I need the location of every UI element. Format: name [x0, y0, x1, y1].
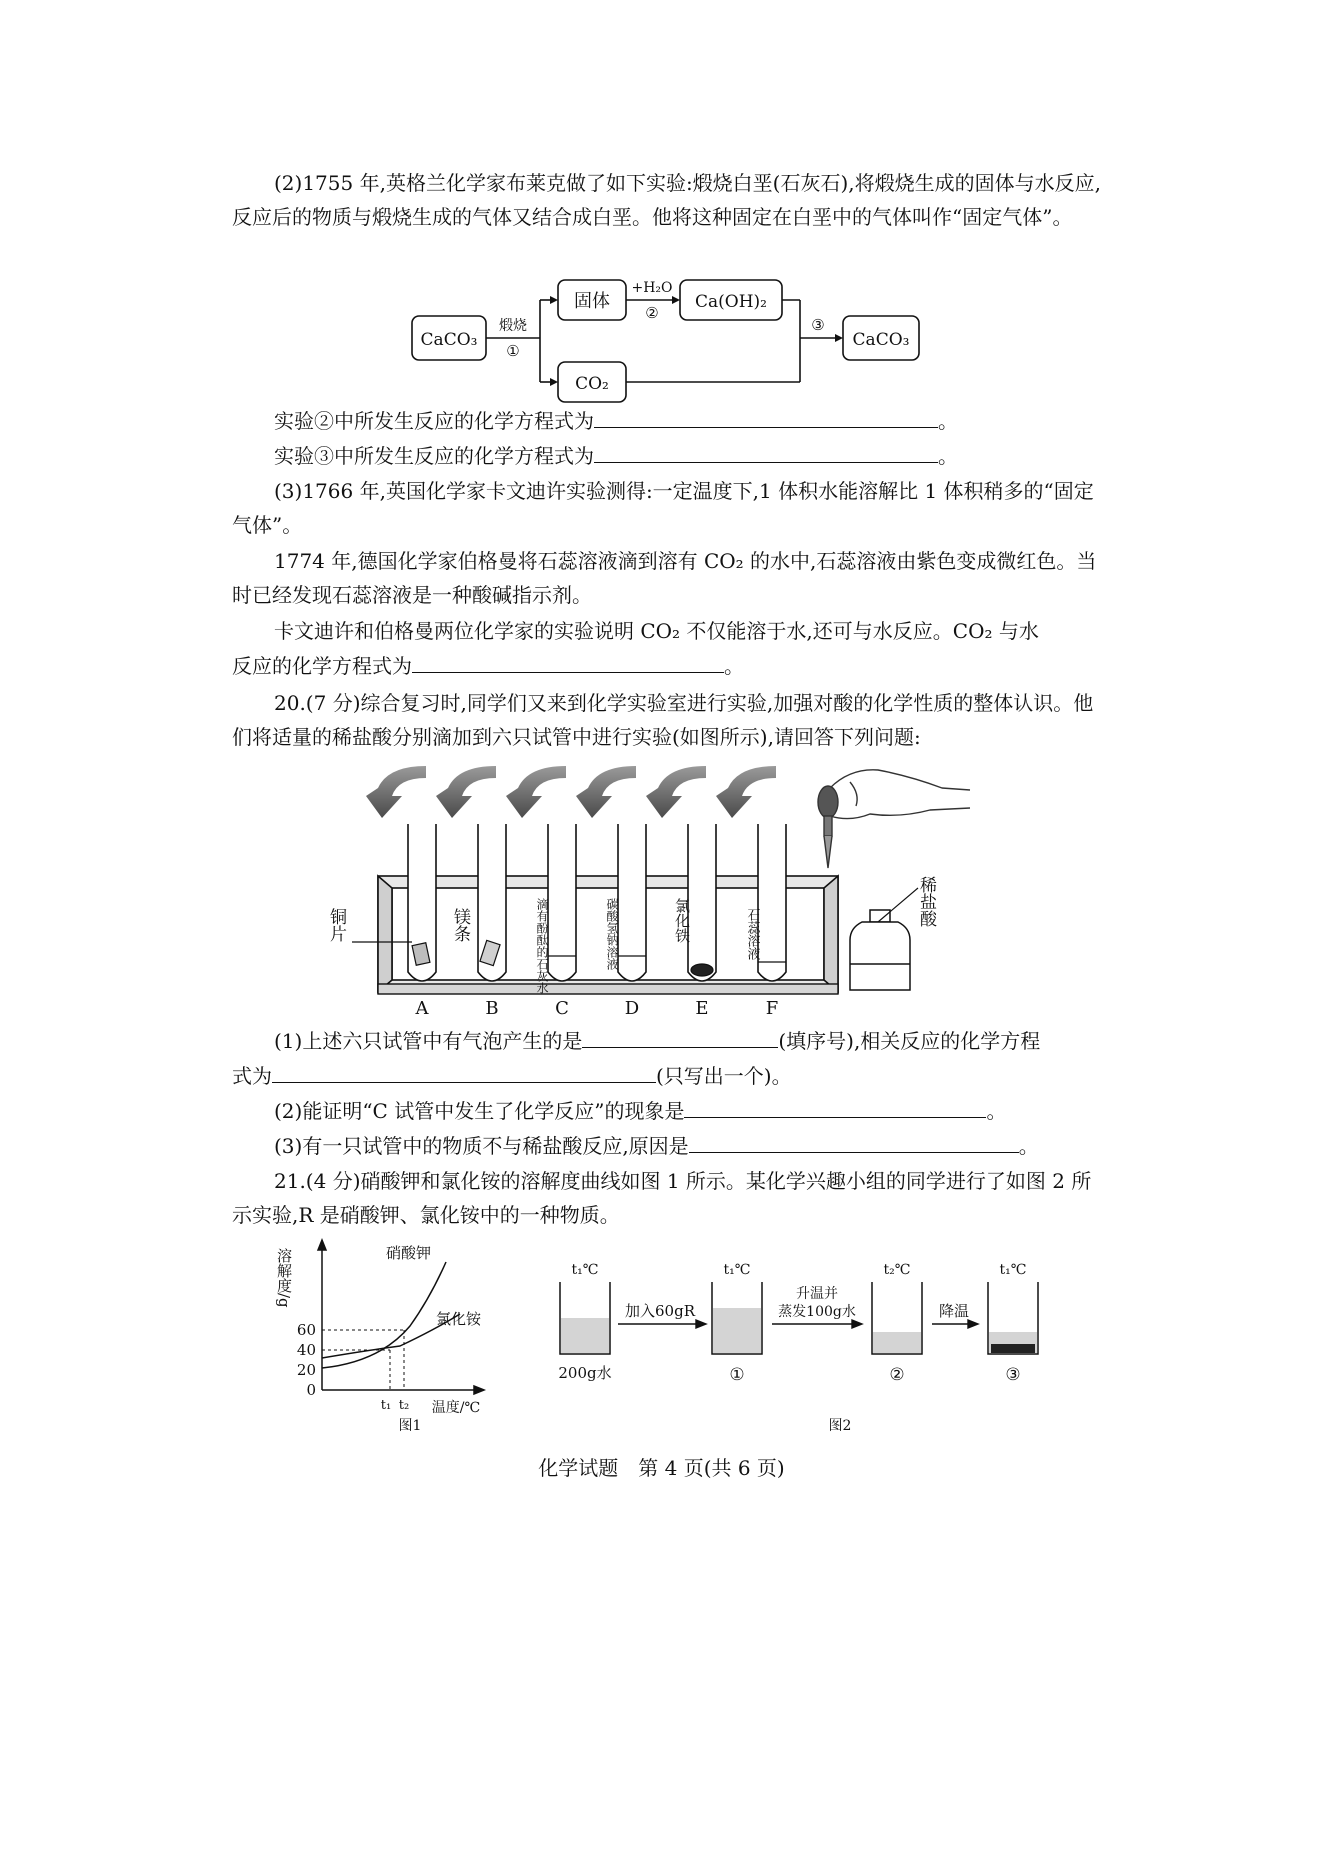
flow-start: CaCO₃ [420, 330, 478, 350]
fig1-caption: 图1 [398, 1418, 422, 1434]
label-nahco3: 碳酸氢钠溶液 [605, 898, 619, 970]
ytick-40: 40 [296, 1341, 316, 1359]
label-dilute-hcl: 稀盐酸 [916, 876, 936, 927]
label-magnesium: 镁条 [450, 908, 470, 942]
water-amount: 200g水 [558, 1364, 612, 1382]
curve-potassium-nitrate [322, 1262, 446, 1368]
solubility-curve-figure [270, 1234, 530, 1434]
reagent-bottle-icon [850, 888, 918, 990]
flow-step2-label: +H₂O [631, 280, 673, 296]
flow-end: CaCO₃ [852, 330, 910, 350]
part3-paragraph1: (3)1766 年,英国化学家卡文迪许实验测得:一定温度下,1 体积水能溶解比 1 体积稍多的“固定气体”。 [232, 479, 1094, 537]
answer-blank[interactable] [272, 1060, 656, 1083]
q21-intro: 21.(4 分)硝酸钾和氯化铵的溶解度曲线如图 1 所示。某化学兴趣小组的同学进行了如图 2 所示实验,R 是硝酸钾、氯化铵中的一种物质。 [232, 1169, 1092, 1227]
step-cool: 降温 [938, 1302, 970, 1320]
step-heat-2: 蒸发100g水 [778, 1304, 856, 1320]
label-litmus: 石蕊溶液 [744, 908, 760, 960]
tube-letter-a: A [415, 998, 429, 1019]
beaker-num-3: ③ [1005, 1365, 1021, 1385]
q20-part3: (3)有一只试管中的物质不与稀盐酸反应,原因是 。 [274, 1129, 1039, 1163]
tube-letter-b: B [485, 998, 499, 1019]
part2-intro: (2)1755 年,英格兰化学家布莱克做了如下实验:煅烧白垩(石灰石),将煅烧生成的固体与水反应,反应后的物质与煅烧生成的气体又结合成白垩。他将这种固定在白垩中的气体叫作“固定气体”。 [232, 171, 1102, 229]
label-copper: 铜片 [326, 908, 346, 942]
ytick-0: 0 [306, 1381, 316, 1399]
flow-step1-label: 煅烧 [499, 318, 527, 334]
question-exp2: 实验②中所发生反应的化学方程式为 。 [274, 404, 958, 438]
tube-letter-e: E [695, 998, 709, 1019]
flow-step1-number: ① [506, 342, 520, 360]
answer-blank[interactable] [582, 1025, 778, 1048]
page-footer: 化学试题 第 4 页(共 6 页) [538, 1456, 785, 1480]
test-tube-figure [326, 758, 990, 1019]
xtick-t2: t₂ [398, 1398, 410, 1413]
beaker-num-2: ② [889, 1365, 905, 1385]
part3-paragraph3: 卡文迪许和伯格曼两位化学家的实验说明 CO₂ 不仅能溶于水,还可与水反应。CO₂ 与水 [274, 619, 1039, 643]
tube-letter-f: F [765, 998, 779, 1019]
q20-intro: 20.(7 分)综合复习时,同学们又来到化学实验室进行实验,加强对酸的化学性质的整体认识。他们将适量的稀盐酸分别滴加到六只试管中进行实验(如图所示),请回答下列问题: [232, 691, 1094, 749]
q20-part2: (2)能证明“C 试管中发生了化学反应”的现象是 。 [274, 1094, 1006, 1128]
tube-letter-d: D [624, 998, 640, 1019]
legend-kno3: 硝酸钾 [386, 1244, 432, 1262]
beaker-experiment-figure [540, 1252, 1070, 1434]
answer-blank[interactable] [594, 440, 938, 463]
calcination-flow-diagram [400, 272, 940, 402]
step-add-r: 加入60gR [625, 1302, 695, 1320]
answer-blank[interactable] [594, 405, 938, 428]
beaker-temp-2: t₂℃ [883, 1262, 911, 1278]
answer-blank[interactable] [689, 1130, 1019, 1153]
flow-product2: Ca(OH)₂ [695, 292, 767, 312]
dropper-hand-icon [818, 770, 970, 868]
answer-blank[interactable] [412, 650, 724, 673]
label-fecl3: 氯化铁 [673, 898, 691, 943]
xlabel: 温度/℃ [431, 1400, 481, 1416]
question-exp3: 实验③中所发生反应的化学方程式为 。 [274, 439, 958, 473]
ylabel: 溶解度/g [275, 1248, 293, 1308]
label-limewater: 滴有酚酞的石灰水 [535, 898, 549, 994]
q20-part1: (1)上述六只试管中有气泡产生的是 (填序号),相关反应的化学方程 [274, 1024, 1040, 1058]
fig2-caption: 图2 [828, 1418, 852, 1434]
flow-solid: 固体 [574, 291, 610, 312]
flow-gas: CO₂ [575, 374, 609, 394]
part3-question: 反应的化学方程式为 。 [232, 649, 744, 683]
beaker-temp-1: t₁℃ [723, 1262, 751, 1278]
part3-paragraph2: 1774 年,德国化学家伯格曼将石蕊溶液滴到溶有 CO₂ 的水中,石蕊溶液由紫色变成微红色。当时已经发现石蕊溶液是一种酸碱指示剂。 [232, 549, 1097, 607]
beaker-temp-3: t₁℃ [999, 1262, 1027, 1278]
ytick-60: 60 [296, 1321, 316, 1339]
xtick-t1: t₁ [380, 1398, 392, 1413]
step-heat-1: 升温并 [796, 1286, 838, 1302]
legend-nh4cl: 氯化铵 [436, 1310, 482, 1328]
ytick-20: 20 [296, 1361, 316, 1379]
tube-letter-c: C [555, 998, 569, 1019]
answer-blank[interactable] [684, 1095, 986, 1118]
flow-step2-number: ② [645, 304, 659, 322]
beaker-num-1: ① [729, 1365, 745, 1385]
flow-step3-number: ③ [811, 316, 825, 334]
beaker-temp-start: t₁℃ [571, 1262, 599, 1278]
q20-part1-equation: 式为 (只写出一个)。 [232, 1059, 792, 1093]
